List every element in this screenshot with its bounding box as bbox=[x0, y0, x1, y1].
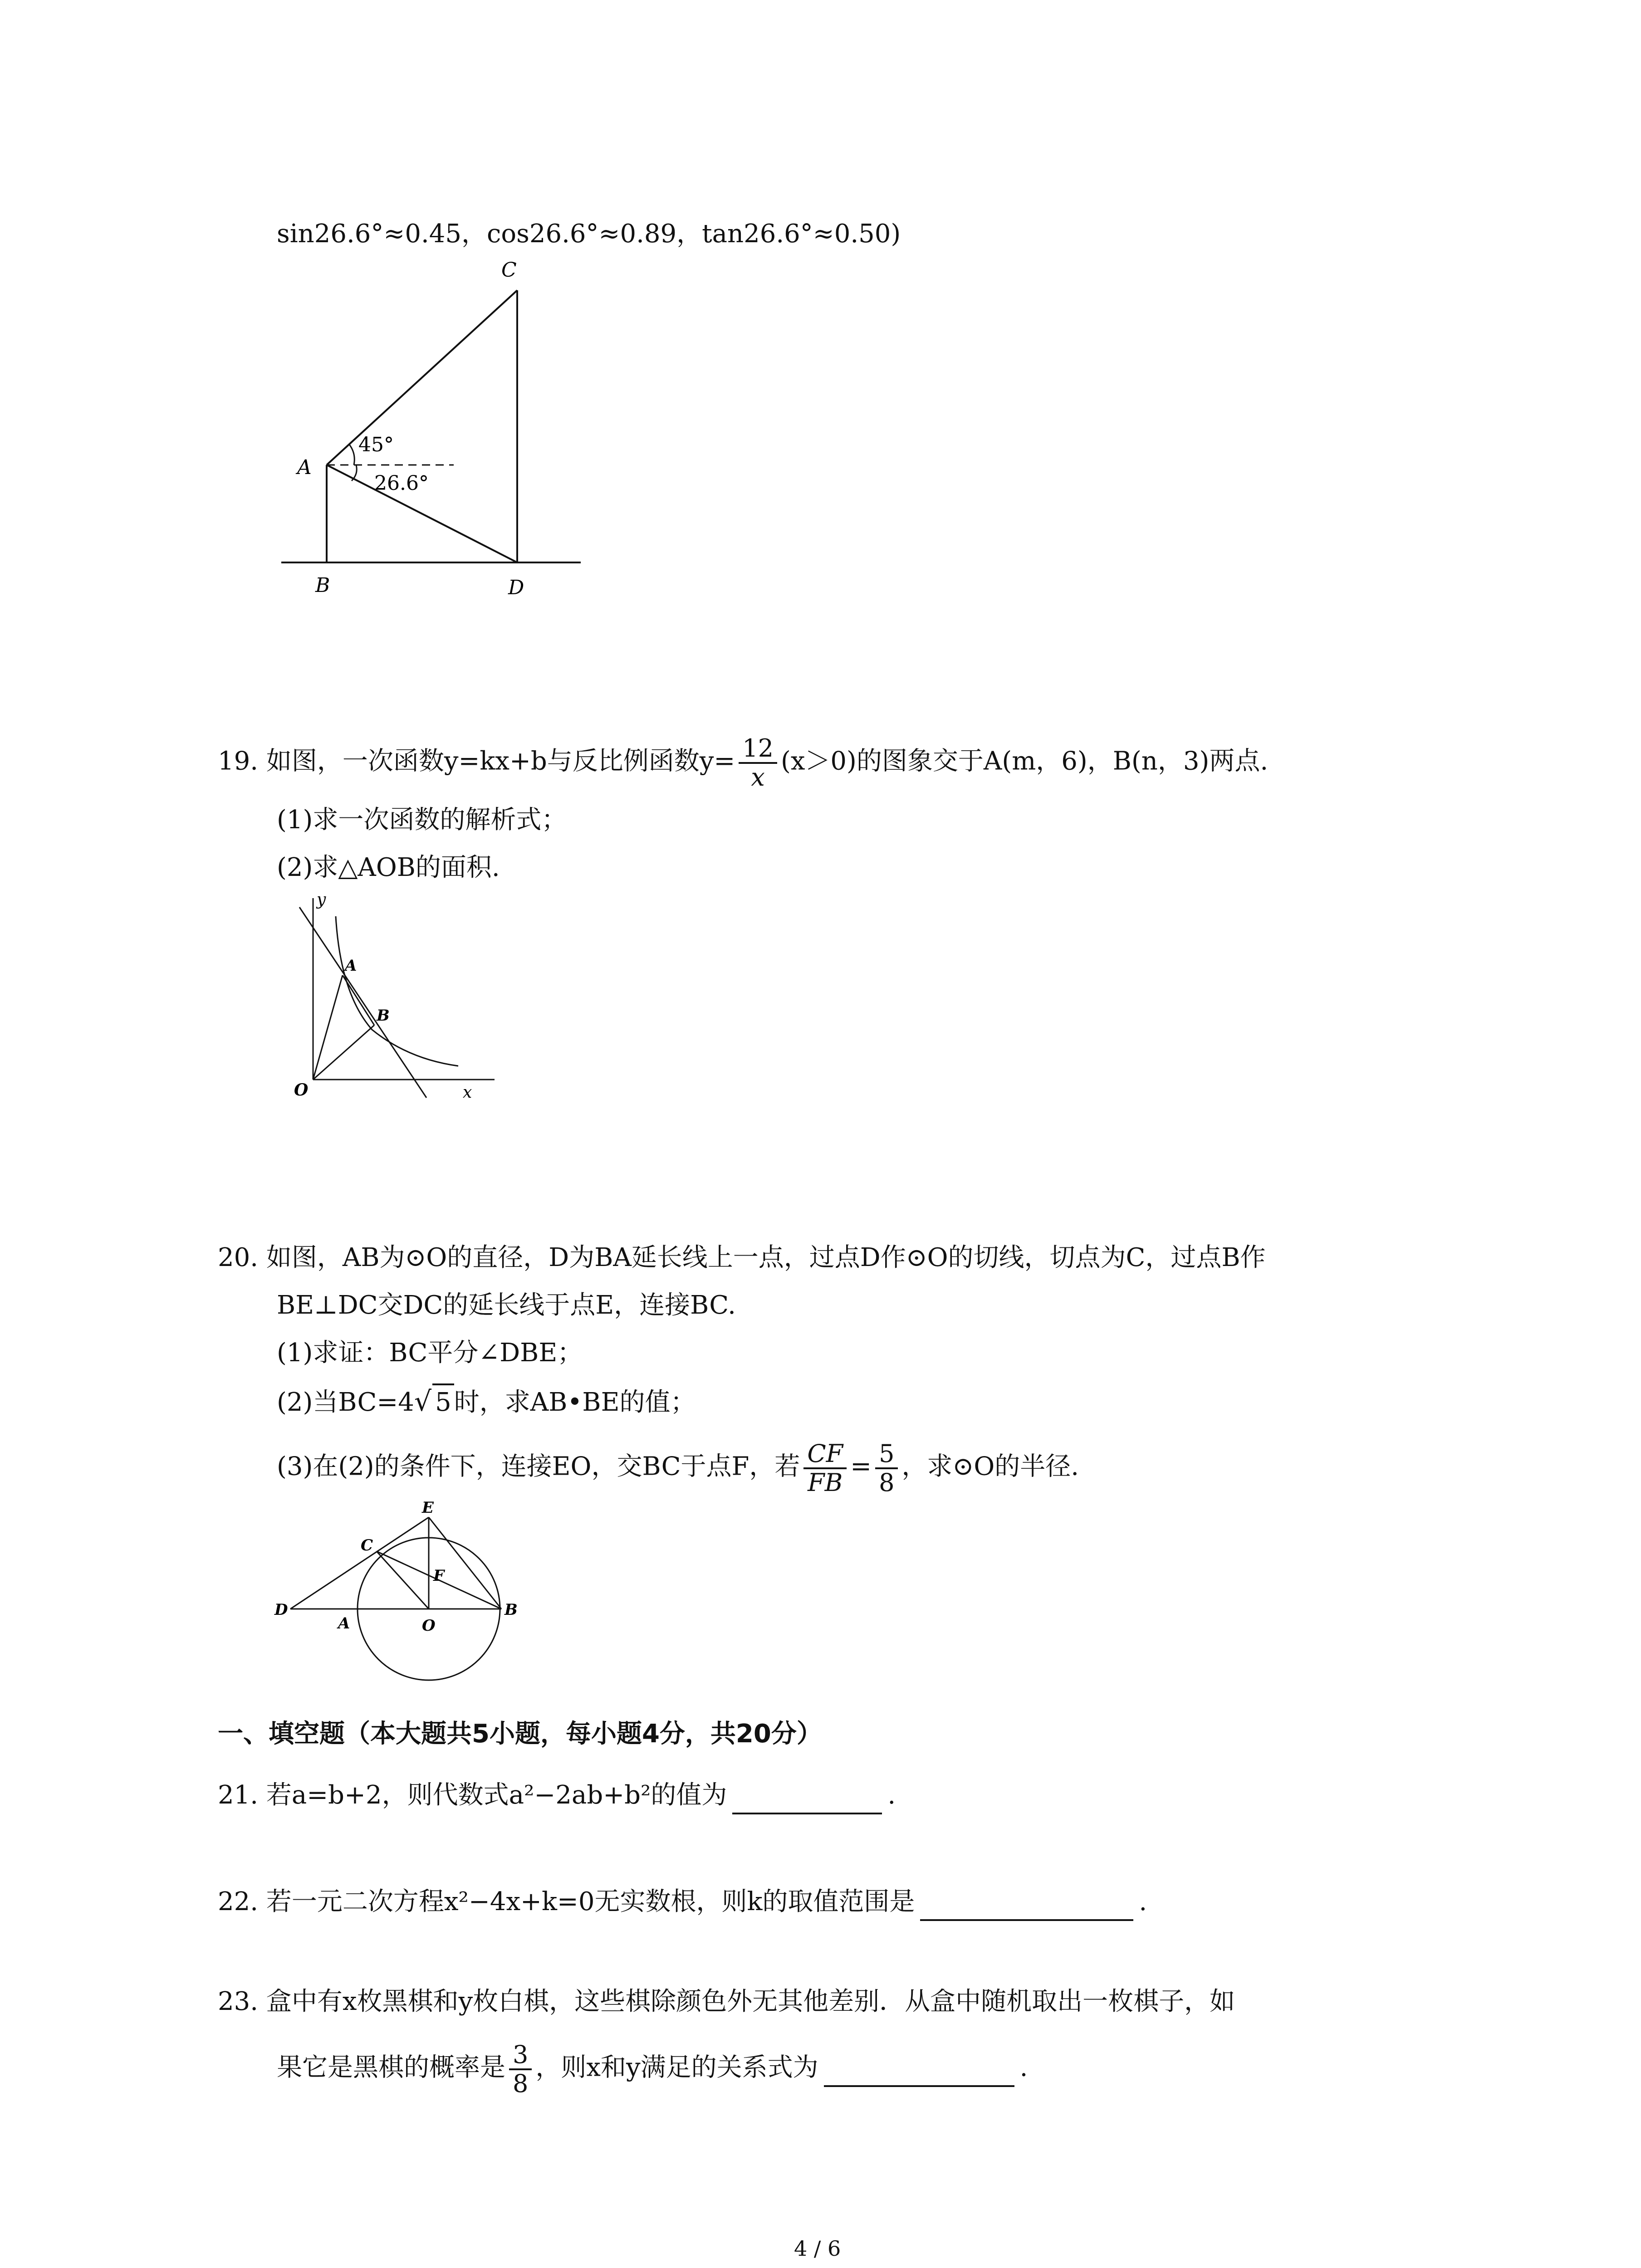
q18-label-a: A bbox=[297, 456, 312, 479]
q20-part3 bbox=[277, 1440, 1079, 1496]
q19-number: 19. bbox=[218, 746, 259, 776]
q22-text: 若一元二次方程x²−4x+k=0无实数根，则k的取值范围是 bbox=[266, 1887, 915, 1916]
q18-angle-45-label: 45° bbox=[358, 433, 394, 456]
q20-part3-b: ，求⊙O的半径. bbox=[901, 1452, 1079, 1481]
q19-label-y: y bbox=[317, 890, 326, 909]
q19-label-o: O bbox=[294, 1080, 309, 1100]
q18-label-b: B bbox=[315, 574, 330, 597]
q23-answer-blank[interactable] bbox=[824, 2051, 1014, 2087]
q23-fraction bbox=[509, 2041, 532, 2097]
q21-answer-blank[interactable] bbox=[732, 1778, 882, 1814]
q19-part2: (2)求△AOB的面积. bbox=[277, 853, 500, 882]
q20-frac-num: CF bbox=[803, 1440, 847, 1469]
q20-fraction-5-8 bbox=[875, 1440, 898, 1496]
q22-period: . bbox=[1139, 1887, 1147, 1916]
q18-angle-26-label: 26.6° bbox=[374, 472, 429, 495]
q21-period: . bbox=[887, 1780, 896, 1810]
q19-part1: (1)求一次函数的解析式； bbox=[277, 805, 567, 835]
q20-number: 20. bbox=[218, 1243, 259, 1272]
q19-label-b: B bbox=[377, 1007, 390, 1025]
q20-segment-co bbox=[377, 1551, 429, 1609]
q21-number: 21. bbox=[218, 1780, 259, 1810]
q20-line2: BE⊥DC交DC的延长线于点E，连接BC. bbox=[277, 1290, 736, 1320]
q18-figure bbox=[272, 254, 590, 603]
q21-text: 若a=b+2，则代数式a²−2ab+b²的值为 bbox=[266, 1780, 727, 1810]
q23-line2-a: 果它是黑棋的概率是 bbox=[277, 2053, 505, 2082]
q20-tangent-de bbox=[290, 1517, 429, 1609]
q20-label-e: E bbox=[422, 1499, 434, 1517]
q23-frac-num: 3 bbox=[509, 2041, 532, 2070]
q23-period: . bbox=[1019, 2053, 1028, 2082]
q20-radicand: 5 bbox=[432, 1383, 454, 1420]
q20-part2-b: 时，求AB•BE的值； bbox=[454, 1388, 696, 1417]
q20-figure bbox=[272, 1492, 526, 1701]
q23-number: 23. bbox=[218, 1987, 259, 2016]
q20-fraction-cf-fb bbox=[803, 1440, 847, 1496]
q22-answer-blank[interactable] bbox=[920, 1885, 1133, 1921]
q20-line1 bbox=[218, 1241, 1266, 1275]
q23-line1-text: 盒中有x枚黑棋和y枚白棋，这些棋除颜色外无其他差别．从盒中随机取出一枚棋子，如 bbox=[266, 1987, 1235, 2016]
q19-segment-oa bbox=[313, 975, 343, 1080]
q19-frac-num: 12 bbox=[739, 735, 777, 764]
q20-label-o: O bbox=[422, 1617, 436, 1635]
q20-label-a: A bbox=[338, 1614, 350, 1633]
q20-part2 bbox=[277, 1383, 696, 1420]
q23-line2 bbox=[277, 2041, 1028, 2097]
q18-label-d: D bbox=[508, 576, 524, 599]
q19-stem-b: (x＞0)的图象交于A(m，6)，B(n，3)两点. bbox=[781, 746, 1269, 776]
q19-stem bbox=[218, 735, 1268, 791]
section-title: 一、填空题（本大题共5小题，每小题4分，共20分） bbox=[218, 1719, 822, 1749]
q23-line1 bbox=[218, 1984, 1235, 2019]
q23-line2-b: ，则x和y满足的关系式为 bbox=[535, 2053, 818, 2082]
q18-trig-values: sin26.6°≈0.45，cos26.6°≈0.89，tan26.6°≈0.50) bbox=[277, 219, 901, 249]
q20-part2-a: (2)当BC=4 bbox=[277, 1388, 414, 1417]
q20-label-f: F bbox=[433, 1567, 445, 1585]
sqrt-icon: √ bbox=[414, 1386, 432, 1418]
q20-part1: (1)求证：BC平分∠DBE； bbox=[277, 1338, 583, 1368]
q19-label-a: A bbox=[345, 957, 357, 975]
q23-frac-den: 8 bbox=[513, 2069, 529, 2098]
q20-label-b: B bbox=[505, 1601, 518, 1619]
q19-figure bbox=[272, 889, 508, 1116]
q22 bbox=[218, 1885, 1147, 1921]
q20-label-c: C bbox=[361, 1536, 373, 1554]
q20-line1-text: 如图，AB为⊙O的直径，D为BA延长线上一点，过点D作⊙O的切线，切点为C，过点B作 bbox=[266, 1243, 1266, 1272]
q20-frac2-den: 8 bbox=[879, 1468, 895, 1497]
q19-segment-ab bbox=[343, 975, 374, 1025]
q20-frac2-num: 5 bbox=[875, 1440, 898, 1469]
q22-number: 22. bbox=[218, 1887, 259, 1916]
q18-angle-arc-45 bbox=[349, 445, 354, 465]
page-number: 4 / 6 bbox=[794, 2236, 841, 2261]
q21 bbox=[218, 1778, 896, 1814]
q18-label-c: C bbox=[501, 259, 517, 282]
q19-stem-a: 如图，一次函数y=kx+b与反比例函数y= bbox=[266, 746, 735, 776]
q20-label-d: D bbox=[274, 1601, 288, 1619]
q19-frac-den: x bbox=[751, 763, 765, 792]
q19-fraction bbox=[739, 735, 777, 791]
q20-equals: = bbox=[850, 1452, 872, 1481]
q19-linear-line bbox=[299, 907, 426, 1098]
q19-segment-ob bbox=[313, 1025, 374, 1080]
q20-part3-a: (3)在(2)的条件下，连接EO，交BC于点F，若 bbox=[277, 1452, 800, 1481]
q20-segment-eb bbox=[429, 1517, 501, 1609]
q19-label-x: x bbox=[463, 1083, 472, 1102]
q20-frac-den: FB bbox=[808, 1468, 843, 1497]
q18-segment-ac bbox=[327, 290, 517, 465]
